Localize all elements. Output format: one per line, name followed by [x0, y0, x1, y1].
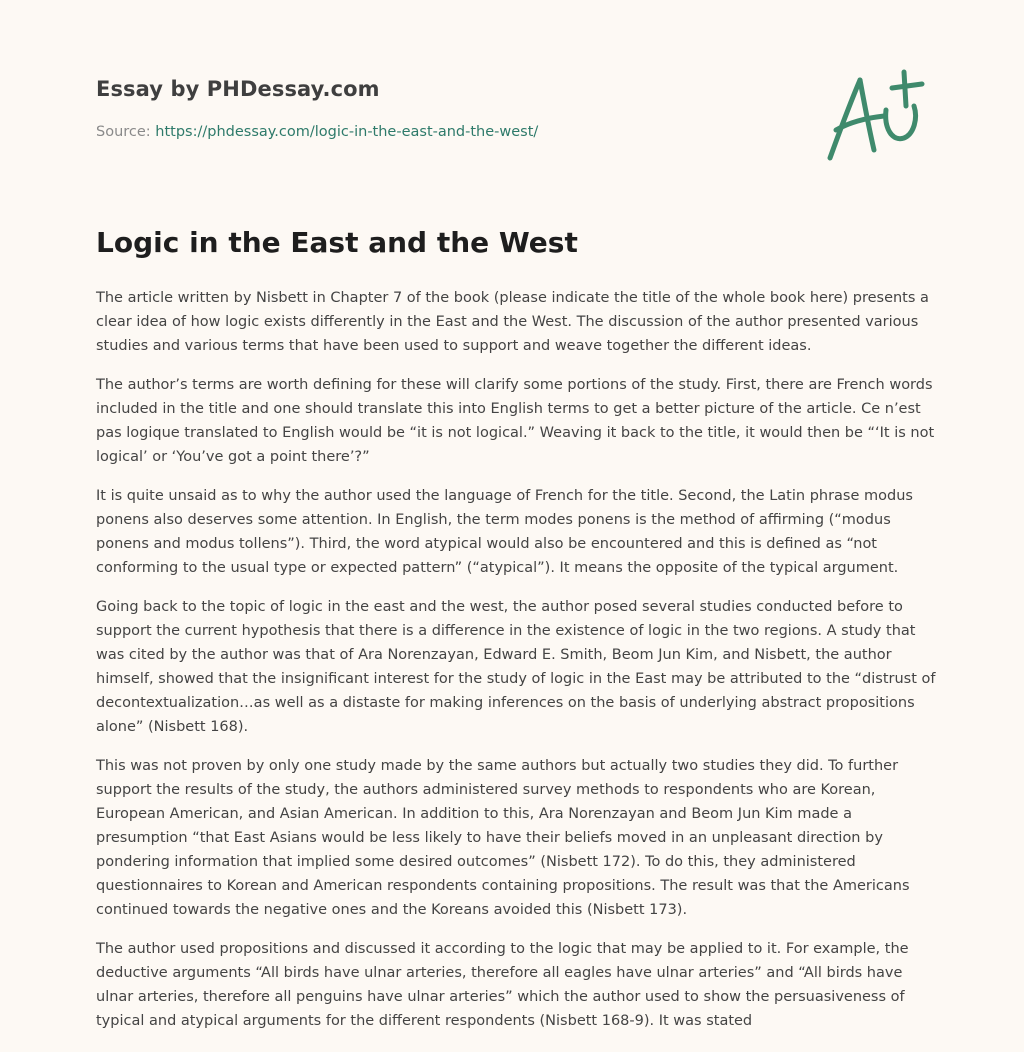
- article-paragraph: The author’s terms are worth defining for these will clarify some portions of the study. First, there are French words included in the title and one should translate this into English terms to get a better picture of the article. Ce n’est pas logique translated to English would be “it is not logical.” Weaving it back to the title, it would then be “‘It is not logical’ or ‘You’ve got a point there’?”: [96, 377, 935, 465]
- site-brand: Essay by PHDessay.com: [96, 77, 380, 101]
- article-paragraph: This was not proven by only one study made by the same authors but actually two studies they did. To further support the results of the study, the authors administered survey methods to respondents who are Korean, European American, and Asian American. In addition to this, Ara Norenzayan and Beom Jun Kim made a presumption “that East Asians would be less likely to have their beliefs moved in an unpleasant direction by pondering information that implied some desired outcomes” (Nisbett 172). To do this, they administered questionnaires to Korean and American respondents containing propositions. The result was that the Americans continued towards the negative ones and the Koreans avoided this (Nisbett 173).: [96, 758, 910, 918]
- article-paragraph: The author used propositions and discussed it according to the logic that may be applied to it. For example, the deductive arguments “All birds have ulnar arteries, therefore all eagles have ulnar arteries” and “All birds have ulnar arteries, therefore all penguins have ulnar arteries” which the author used to show the persuasiveness of typical and atypical arguments for the different respondents (Nisbett 168-9). It was stated: [96, 941, 909, 1029]
- article-paragraph: Going back to the topic of logic in the east and the west, the author posed several studies conducted before to support the current hypothesis that there is a difference in the existence of logic in the two regions. A study that was cited by the author was that of Ara Norenzayan, Edward E. Smith, Beom Jun Kim, and Nisbett, the author himself, showed that the insignificant interest for the study of logic in the East may be attributed to the “distrust of decontextualization…as well as a distaste for making inferences on the basis of underlying abstract propositions alone” (Nisbett 168).: [96, 599, 936, 735]
- article-paragraph: The article written by Nisbett in Chapter 7 of the book (please indicate the title of the whole book here) presents a clear idea of how logic exists differently in the East and the West. The discussion of the author presented various studies and various terms that have been used to support and weave together the different ideas.: [96, 290, 929, 354]
- source-link[interactable]: https://phdessay.com/logic-in-the-east-and-the-west/: [155, 124, 539, 140]
- article-paragraph: It is quite unsaid as to why the author used the language of French for the title. Second, the Latin phrase modus ponens also deserves some attention. In English, the term modes ponens is the method of affirming (“modus ponens and modus tollens”). Third, the word atypical would also be encountered and this is defined as “not conforming to the usual type or expected pattern” (“atypical”). It means the opposite of the typical argument.: [96, 488, 913, 576]
- source-line: [96, 124, 538, 140]
- a-plus-logo-icon: [822, 66, 928, 166]
- page-title: Logic in the East and the West: [96, 226, 578, 259]
- source-label: Source:: [96, 124, 151, 140]
- article-body: [96, 286, 940, 1048]
